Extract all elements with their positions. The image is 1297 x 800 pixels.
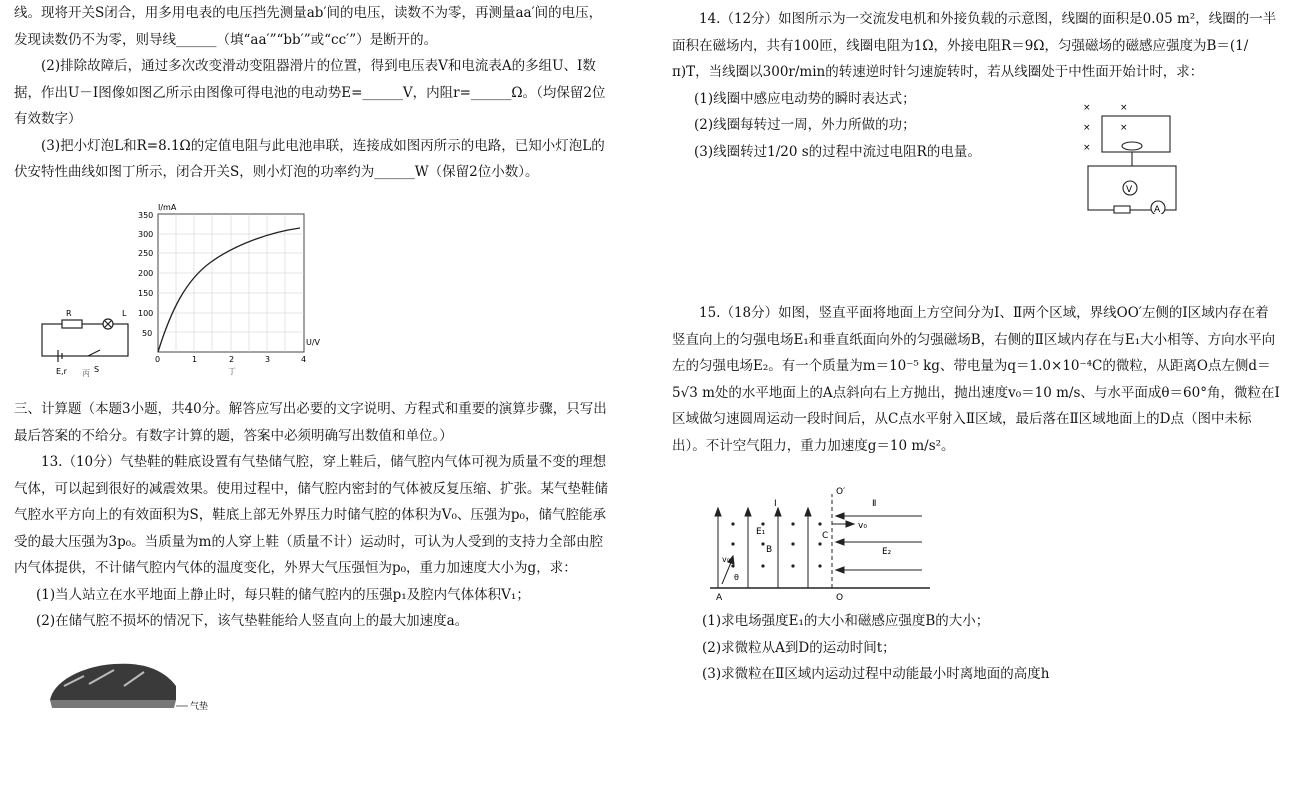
label-A: A [716, 593, 723, 603]
xtick-4: 4 [301, 355, 307, 364]
q15-part1: (1)求电场强度E₁的大小和磁感应强度B的大小； [702, 613, 990, 629]
section-3-heading: 三、计算题（本题3小题，共40分。解答应写出必要的文字说明、方程式和重要的演算步骤，只写出最后答案的不给分。有数字计算的题，答案中必须明确写出数值和单位。） [14, 401, 607, 444]
label-v0-A: v₀ [722, 555, 730, 564]
q13-part2: (2)在储气腔不损坏的情况下，该气垫鞋能给人竖直向上的最大加速度a。 [36, 613, 469, 629]
label-R: R [66, 309, 72, 318]
field-x4: × [1120, 123, 1128, 133]
q15-part2: (2)求微粒从A到D的运动时间t； [702, 639, 896, 656]
label-E1: E₁ [756, 527, 766, 537]
q14-part2: (2)线圈每转过一周，外力所做的功； [694, 117, 916, 133]
ytick-200: 200 [138, 269, 154, 278]
label-O-prime: O′ [836, 487, 846, 497]
ytick-100: 100 [138, 309, 154, 318]
q12-continued: 线。现将开关S闭合，用多用电表的电压挡先测量ab′间的电压，读数不为零，再测量aa′间的电压，发现读数仍不为零，则导线______（填“aa′”“bb′”或“cc′”）是断开的。 [14, 5, 603, 48]
field-x1: × [1083, 103, 1091, 113]
q12-part3: (3)把小灯泡L和R=8.1Ω的定值电阻与此电池串联，连接成如图丙所示的电路，已知小灯泡L的伏安特性曲线如图丁所示，闭合开关S，则小灯泡的功率约为______W（保留2位小数）。 [14, 137, 605, 180]
section-3 [14, 396, 614, 635]
xtick-3: 3 [265, 355, 271, 364]
q15-stem: 15.（18分）如图，竖直平面将地面上方空间分为Ⅰ、Ⅱ两个区域，界线OO′左侧的Ⅰ区域内存在着竖直向上的匀强电场E₁和垂直纸面向外的匀强磁场B，右侧的Ⅱ区域内存在与E₁大小相等、方向水平向左的匀强电场E₂。有一个质量为m＝10⁻⁵ kg、带电量为q＝1.0×10⁻⁴C的微粒，从距离O点左侧d＝5√3 m处的水平地面上的A点斜向右上方抛出，抛出速度v₀＝10 m/s、与水平面成θ＝60°角，微粒在Ⅰ区域做匀速圆周运动一段时间后，从C点水平射入Ⅱ区域，最后落在Ⅱ区域地面上的D点（图中未标出）。不计空气阻力，重力加速度g＝10 m/s²。 [672, 305, 1280, 454]
region-I: Ⅰ [774, 499, 777, 509]
ammeter-A: A [1154, 205, 1161, 214]
caption-bing: 丙 [82, 369, 90, 378]
graph-ding [158, 214, 304, 352]
ytick-50: 50 [142, 329, 153, 338]
field-x5: × [1083, 143, 1091, 153]
air-cushion-shoe-image [44, 656, 224, 716]
label-C: C [822, 531, 829, 541]
left-column [14, 0, 614, 186]
figure-fields [700, 484, 940, 604]
xtick-1: 1 [192, 355, 198, 364]
x-axis-label: U/V [306, 338, 321, 347]
label-L: L [122, 309, 127, 318]
q12-part2: (2)排除故障后，通过多次改变滑动变阻器滑片的位置，得到电压表V和电流表A的多组U、I数据，作出U－I图像如图乙所示由图像可得电池的电动势E=______V，内阻r=______Ω。（均保留2位有效数字） [14, 58, 606, 127]
ytick-250: 250 [138, 249, 154, 258]
region-II: Ⅱ [872, 499, 877, 509]
q14-stem: 14.（12分）如图所示为一交流发电机和外接负载的示意图，线圈的面积是0.05 m²，线圈的一半面积在磁场内，共有100匝，线圈电阻为1Ω，外接电阻R＝9Ω，匀强磁场的磁感应强度为B＝(1/π)T，当线圈以300r/min的转速逆时针匀速旋转时，若从线圈处于中性面开始计时，求： [672, 11, 1277, 80]
label-theta: θ [734, 573, 739, 582]
field-x3: × [1083, 123, 1091, 133]
label-E2: E₂ [882, 547, 892, 557]
label-B: B [766, 545, 773, 555]
q14-part3: (3)线圈转过1/20 s的过程中流过电阻R的电量。 [694, 143, 981, 160]
xtick-2: 2 [229, 355, 235, 364]
figure-bing-ding [36, 200, 326, 378]
circuit-bing [42, 319, 128, 362]
label-v0: v₀ [858, 521, 867, 531]
caption-ding: 丁 [228, 367, 236, 376]
ytick-300: 300 [138, 230, 154, 239]
q14-block [672, 6, 1282, 165]
label-O: O [836, 593, 844, 603]
ytick-150: 150 [138, 289, 154, 298]
figure-generator [1080, 96, 1180, 214]
q13-part1: (1)当人站立在水平地面上静止时，每只鞋的储气腔内的压强p₁及腔内气体体积V₁； [36, 586, 530, 603]
voltmeter-V: V [1126, 185, 1133, 195]
q13-stem: 13.（10分）气垫鞋的鞋底设置有气垫储气腔，穿上鞋后，储气腔内气体可视为质量不变的理想气体，可以起到很好的减震效果。使用过程中，储气腔内密封的气体被反复压缩、扩张。某气垫鞋储气腔水平方向上的有效面积为S，鞋底上部无外界压力时储气腔的体积为V₀、压强为p₀，储气腔能承受的最大压强为3p₀。当质量为m的人穿上鞋（质量不计）运动时，可认为人受到的支持力全部由腔内气体提供，不计储气腔内气体的温度变化，外界大气压强恒为p₀，重力加速度大小为g，求： [14, 454, 608, 576]
field-x2: × [1120, 103, 1128, 113]
ytick-350: 350 [138, 211, 154, 220]
shoe-label: 气垫 [190, 702, 209, 712]
q15-block [672, 300, 1282, 459]
xtick-0: 0 [155, 355, 161, 364]
label-S: S [94, 365, 100, 374]
q14-part1: (1)线圈中感应电动势的瞬时表达式； [694, 90, 916, 107]
q15-parts [680, 608, 1290, 688]
q15-part3: (3)求微粒在Ⅱ区域内运动过程中动能最小时离地面的高度h [702, 666, 1050, 682]
label-Er: E,r [56, 367, 67, 376]
y-axis-label: I/mA [158, 203, 177, 212]
